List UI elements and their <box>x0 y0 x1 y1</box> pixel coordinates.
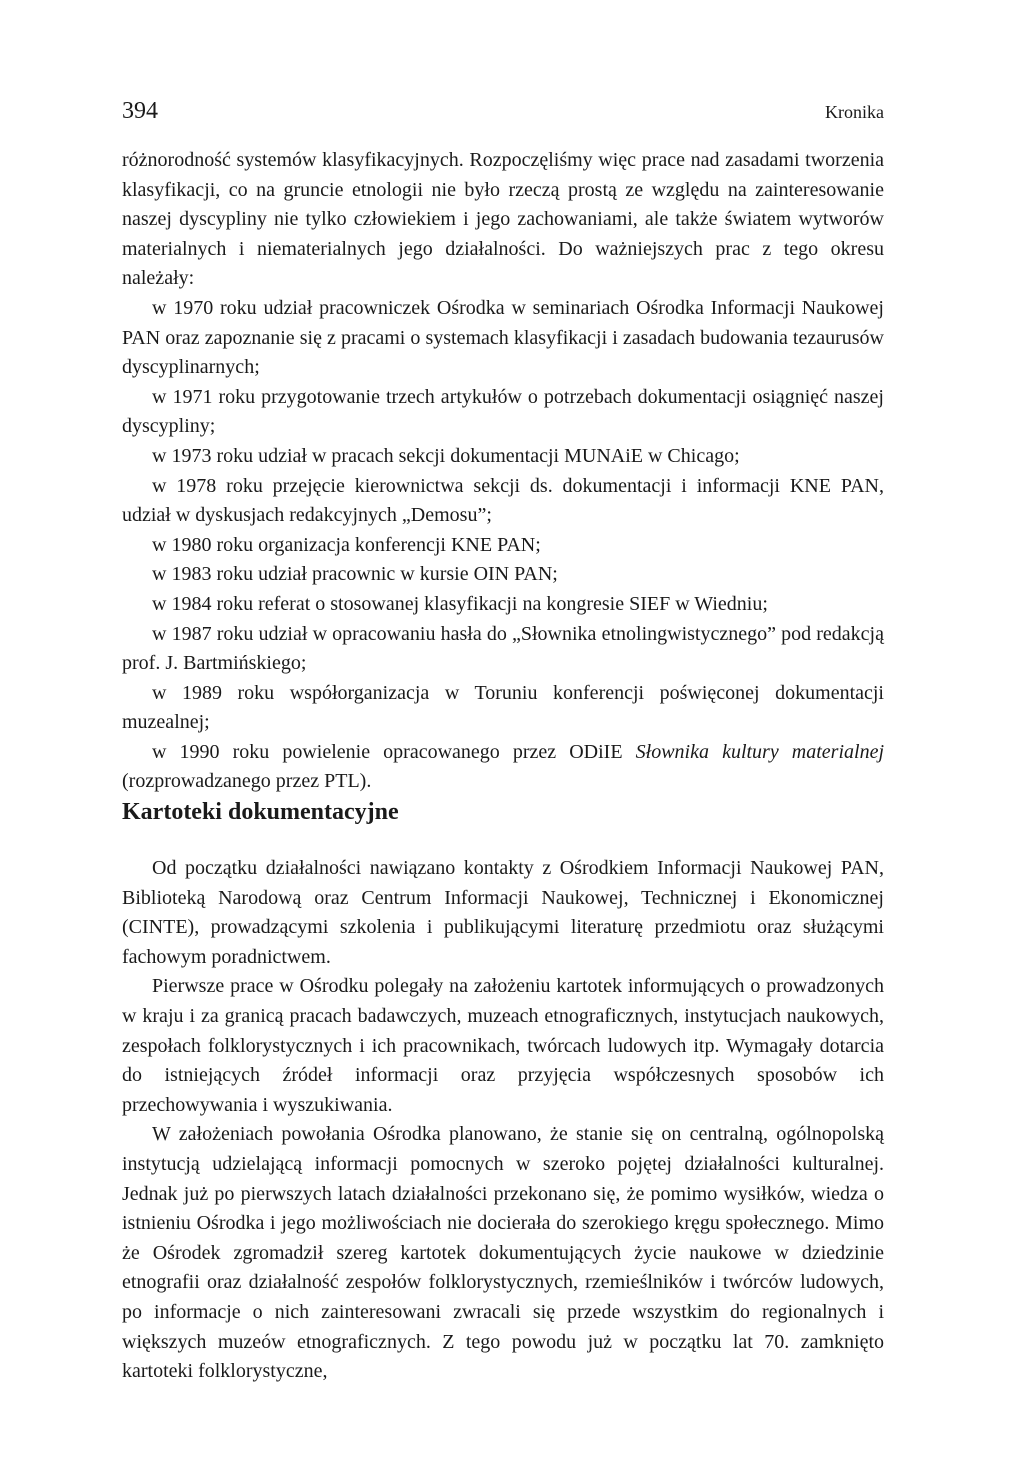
page-number: 394 <box>122 98 158 124</box>
list-item-1990-tail: (rozprowadzanego przez PTL). <box>122 770 372 793</box>
section-activities-list <box>122 146 884 797</box>
paragraph-intro: różnorodność systemów klasyfikacyjnych. Rozpoczęliśmy więc prace nad zasadami tworzenia klasyfikacji, co na gruncie etnologii nie było rzeczą prostą ze względu na zainteresowanie naszej dyscypliny nie tylko człowiekiem i jego zachowaniami, ale także światem wytworów materialnych i niematerialnych jego działalności. Do ważniejszych prac z tego okresu należały: <box>122 149 884 290</box>
paragraph-contacts: Od początku działalności nawiązano kontakty z Ośrodkiem Informacji Naukowej PAN, Biblioteką Narodową oraz Centrum Informacji Naukowej, Technicznej i Ekonomicznej (CINTE), prowadzącymi szkolenia i publikującymi literaturę przedmiotu oraz służącymi fachowym poradnictwem. <box>122 857 884 968</box>
list-item-1971: w 1971 roku przygotowanie trzech artykułów o potrzebach dokumentacji osiągnięć naszej dyscypliny; <box>122 385 884 438</box>
list-item-1990 <box>122 738 884 797</box>
list-item-1970: w 1970 roku udział pracowniczek Ośrodka w seminariach Ośrodka Informacji Naukowej PAN oraz zapoznanie się z pracami o systemach klasyfikacji i zasadach budowania tezaurusów dyscyplinarnych; <box>122 296 884 379</box>
list-item-1983: w 1983 roku udział pracownic w kursie OIN PAN; <box>152 563 558 586</box>
paragraph-first-works: Pierwsze prace w Ośrodku polegały na założeniu kartotek informujących o prowadzonych w kraju i za granicą pracach badawczych, muzeach etnograficznych, instytucjach naukowych, zespołach folklorystycznych i ich pracownikach, twórcach ludowych itp. Wymagały dotarcia do istniejących źródeł informacji oraz przyjęcia współczesnych sposobów ich przechowywania i wyszukiwania. <box>122 975 884 1116</box>
list-item-1980: w 1980 roku organizacja konferencji KNE PAN; <box>152 533 541 556</box>
list-item-1973: w 1973 roku udział w pracach sekcji dokumentacji MUNAiE w Chicago; <box>152 444 740 467</box>
book-title-italic: Słownika kultury materialnej <box>635 740 885 763</box>
list-item-1978: w 1978 roku przejęcie kierownictwa sekcji ds. dokumentacji i informacji KNE PAN, udział w dyskusjach redakcyjnych „Demosu”; <box>122 474 884 527</box>
list-item-1984: w 1984 roku referat o stosowanej klasyfikacji na kongresie SIEF w Wiedniu; <box>152 592 768 615</box>
running-title: Kronika <box>825 102 884 122</box>
list-item-1989: w 1989 roku współorganizacja w Toruniu konferencji poświęconej dokumentacji muzealnej; <box>122 681 884 734</box>
section-card-indexes <box>122 854 884 1387</box>
list-item-1987: w 1987 roku udział w opracowaniu hasła do „Słownika etnolingwistycznego” pod redakcją prof. J. Bartmińskiego; <box>122 622 884 675</box>
paragraph-assumptions: W założeniach powołania Ośrodka planowano, że stanie się on centralną, ogólnopolską instytucją udzielającą informacji pomocnych w szeroko pojętej działalności kulturalnej. Jednak już po pierwszych latach działalności przekonano się, że pomimo wysiłków, wiedza o istnieniu Ośrodka i jego możliwościach nie docierała do szerokiego kręgu społecznego. Mimo że Ośrodek zgromadził szereg kartotek dokumentujących życie naukowe w dziedzinie etnografii oraz działalność zespołów folklorystycznych, rzemieślników i twórców ludowych, po informacje o nich zainteresowani zwracali się przede wszystkim do regionalnych i większych muzeów etnograficznych. Z tego powodu już w początku lat 70. zamknięto kartoteki folklorystyczne, <box>122 1123 884 1383</box>
section-heading: Kartoteki dokumentacyjne <box>122 799 399 825</box>
list-item-1990-text: w 1990 roku powielenie opracowanego przez ODiIE <box>152 740 636 763</box>
running-head <box>122 96 884 126</box>
